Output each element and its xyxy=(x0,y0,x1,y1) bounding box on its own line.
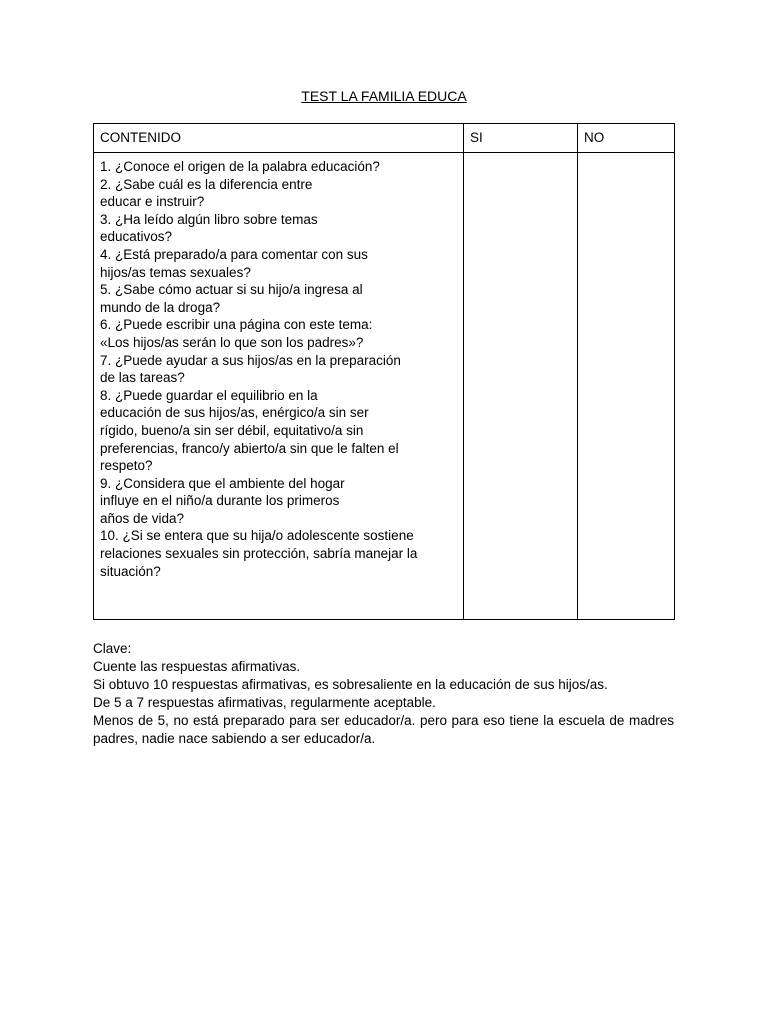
question-line: 5. ¿Sabe cómo actuar si su hijo/a ingresa al xyxy=(100,282,363,298)
answer-key xyxy=(93,640,674,748)
key-line-2: Si obtuvo 10 respuestas afirmativas, es sobresaliente en la educación de sus hijos/as. xyxy=(93,677,608,692)
question-line: preferencias, franco/y abierto/a sin que le falten el xyxy=(100,440,399,456)
question-line: «Los hijos/as serán lo que son los padres»? xyxy=(100,334,364,350)
header-content: CONTENIDO xyxy=(100,130,181,145)
questions-list xyxy=(94,153,463,580)
question-line: 2. ¿Sabe cuál es la diferencia entre xyxy=(100,176,313,192)
table-body-row xyxy=(94,153,675,620)
question-line: educar e instruir? xyxy=(100,194,205,210)
question-line: situación? xyxy=(100,563,161,579)
questions-cell xyxy=(94,153,464,620)
question-line: relaciones sexuales sin protección, sabría manejar la xyxy=(100,546,418,562)
document-title: TEST LA FAMILIA EDUCA xyxy=(301,88,467,104)
question-line: rígido, bueno/a sin ser débil, equitativo/a sin xyxy=(100,422,364,438)
question-line: años de vida? xyxy=(100,510,185,526)
question-line: 4. ¿Está preparado/a para comentar con sus xyxy=(100,246,368,262)
key-line-4: Menos de 5, no está preparado para ser educador/a. pero para eso tiene la escuela de madres padres, nadie nace sabiendo a ser educador/a. xyxy=(93,713,674,746)
question-line: 1. ¿Conoce el origen de la palabra educación? xyxy=(100,159,380,174)
question-line: 3. ¿Ha leído algún libro sobre temas xyxy=(100,211,318,227)
question-line: influye en el niño/a durante los primeros xyxy=(100,493,340,509)
key-line-3: De 5 a 7 respuestas afirmativas, regularmente aceptable. xyxy=(93,695,436,710)
question-line: mundo de la droga? xyxy=(100,299,221,315)
question-line: 10. ¿Si se entera que su hija/o adolescente sostiene xyxy=(100,528,414,544)
si-answer-cell xyxy=(464,153,578,620)
question-line: 6. ¿Puede escribir una página con este tema: xyxy=(100,317,373,333)
header-si: SI xyxy=(470,130,483,145)
question-line: educación de sus hijos/as, enérgico/a sin ser xyxy=(100,405,369,421)
key-heading: Clave: xyxy=(93,641,132,656)
question-line: 9. ¿Considera que el ambiente del hogar xyxy=(100,475,345,491)
no-answer-cell xyxy=(578,153,675,620)
header-si-cell xyxy=(464,124,578,153)
question-line: respeto? xyxy=(100,458,153,474)
header-content-cell xyxy=(94,124,464,153)
question-line: 8. ¿Puede guardar el equilibrio en la xyxy=(100,387,318,403)
question-line: hijos/as temas sexuales? xyxy=(100,264,251,280)
test-table xyxy=(93,123,675,620)
header-no-cell xyxy=(578,124,675,153)
header-no: NO xyxy=(584,130,605,145)
table-header-row xyxy=(94,124,675,153)
key-line-1: Cuente las respuestas afirmativas. xyxy=(93,659,301,674)
question-line: 7. ¿Puede ayudar a sus hijos/as en la preparación xyxy=(100,352,401,368)
question-line: de las tareas? xyxy=(100,370,185,386)
question-line: educativos? xyxy=(100,229,173,245)
